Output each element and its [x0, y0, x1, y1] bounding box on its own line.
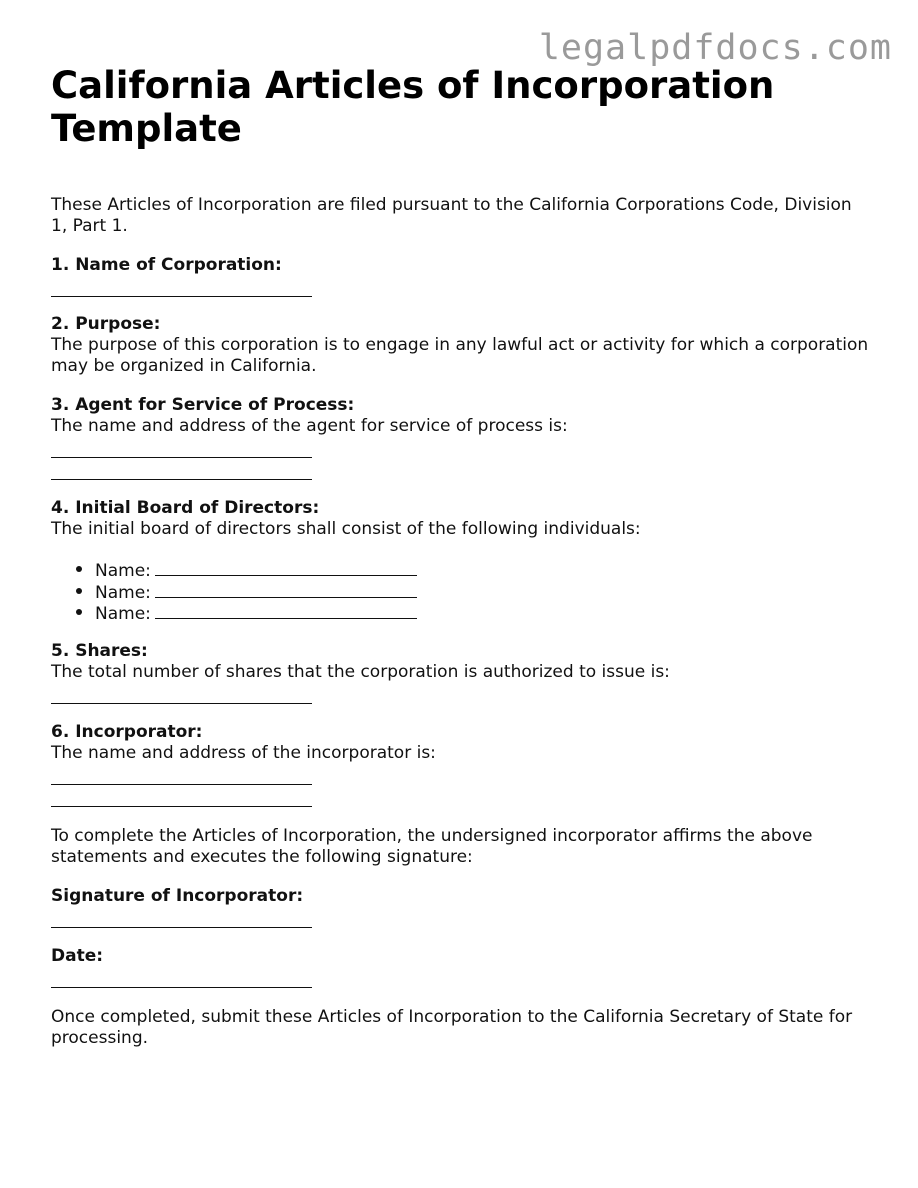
watermark: legalpdfdocs.com — [538, 28, 892, 68]
section-incorporator — [51, 722, 871, 807]
section-text: The purpose of this corporation is to engage in any lawful act or activity for which a corporation may be organized in California. — [51, 335, 869, 376]
section-heading: Signature of Incorporator: — [51, 885, 304, 906]
section-signature — [51, 886, 871, 928]
director-name-label: Name: — [95, 561, 151, 581]
section-heading: 5. Shares: — [51, 640, 148, 661]
section-heading: 2. Purpose: — [51, 314, 161, 334]
section-heading: 6. Incorporator: — [51, 721, 203, 742]
document-page — [51, 64, 871, 1049]
director-name-label: Name: — [95, 604, 151, 624]
section-agent — [51, 395, 871, 480]
director-list — [51, 558, 871, 623]
section-date — [51, 946, 871, 988]
name-of-corporation-field[interactable] — [51, 276, 312, 297]
shares-field[interactable] — [51, 683, 312, 704]
section-text: The initial board of directors shall consist of the following individuals: — [51, 519, 641, 539]
intro-paragraph: These Articles of Incorporation are filed pursuant to the California Corporations Code, Division 1, Part 1. — [51, 195, 852, 236]
list-item — [95, 601, 871, 623]
section-heading: Date: — [51, 945, 104, 966]
signature-field[interactable] — [51, 907, 312, 928]
agent-address-field[interactable] — [51, 459, 312, 480]
section-text: The name and address of the incorporator is: — [51, 742, 436, 763]
section-heading: 1. Name of Corporation: — [51, 255, 282, 275]
list-item — [95, 558, 871, 580]
director-name-field[interactable] — [155, 558, 417, 576]
date-field[interactable] — [51, 967, 312, 988]
section-shares — [51, 641, 871, 704]
director-name-label: Name: — [95, 582, 151, 603]
footer-paragraph: Once completed, submit these Articles of Incorporation to the California Secretary of State for processing. — [51, 1006, 853, 1048]
section-heading: 4. Initial Board of Directors: — [51, 498, 320, 518]
closing-paragraph: To complete the Articles of Incorporation, the undersigned incorporator affirms the above statements and executes the following signature: — [51, 825, 813, 867]
section-heading: 3. Agent for Service of Process: — [51, 395, 355, 415]
section-purpose — [51, 314, 871, 377]
director-name-field[interactable] — [155, 580, 417, 598]
director-name-field[interactable] — [155, 601, 417, 619]
page-title: California Articles of Incorporation Template — [51, 64, 775, 150]
list-item — [95, 580, 871, 602]
section-directors — [51, 498, 871, 623]
section-text: The total number of shares that the corporation is authorized to issue is: — [51, 661, 670, 682]
section-name-of-corporation — [51, 255, 871, 297]
incorporator-name-field[interactable] — [51, 764, 312, 785]
agent-name-field[interactable] — [51, 437, 312, 458]
incorporator-address-field[interactable] — [51, 786, 312, 807]
section-text: The name and address of the agent for service of process is: — [51, 416, 568, 436]
